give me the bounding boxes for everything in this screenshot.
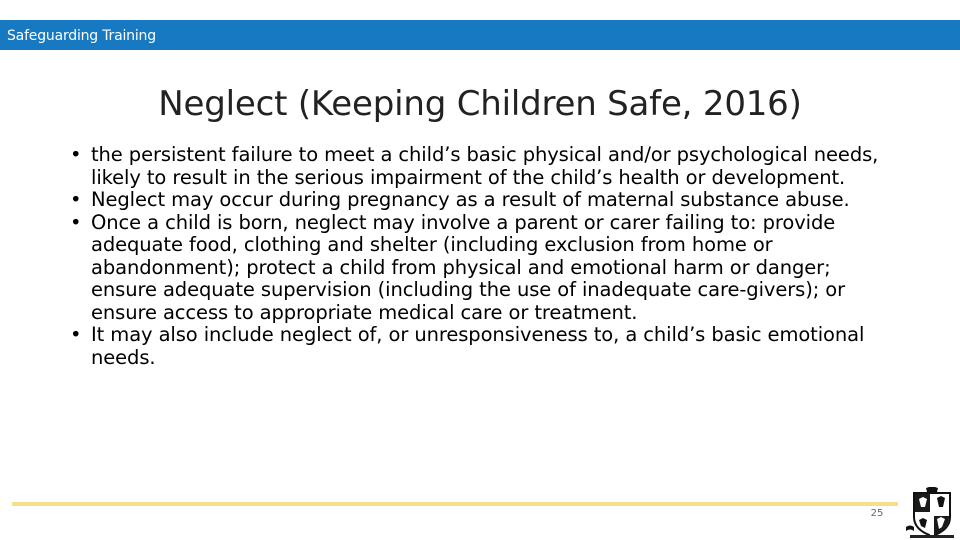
bullet-text: Once a child is born, neglect may involve a parent or carer failing to: provide adequate food, clothing and shelter (including exclusion from home or abandonment); protect a child from physical and emotional harm or danger; ensure adequate supervision (including the use of inadequate care-givers); or ensure access to appropriate medical care or treatment. — [91, 210, 846, 324]
bullet-text: Neglect may occur during pregnancy as a result of maternal substance abuse. — [91, 188, 850, 211]
bullet-marker: • — [70, 210, 82, 234]
school-crest-icon — [904, 487, 960, 540]
bullet-item — [70, 189, 900, 212]
footer-divider — [12, 502, 898, 506]
page-number: 25 — [870, 508, 884, 519]
bullet-list — [70, 144, 900, 369]
bullet-item — [70, 144, 900, 189]
slide-title: Neglect (Keeping Children Safe, 2016) — [158, 83, 802, 124]
header-label: Safeguarding Training — [7, 28, 156, 44]
bullet-marker: • — [70, 323, 82, 346]
bullet-item — [70, 212, 900, 325]
bullet-text: It may also include neglect of, or unresponsiveness to, a child’s basic emotional needs. — [91, 323, 865, 369]
bullet-text: the persistent failure to meet a child’s basic physical and/or psychological needs, likely to result in the serious impairment of the child’s health or development. — [91, 143, 879, 189]
bullet-marker: • — [70, 188, 82, 211]
bullet-marker: • — [70, 143, 82, 166]
bullet-item — [70, 324, 900, 369]
